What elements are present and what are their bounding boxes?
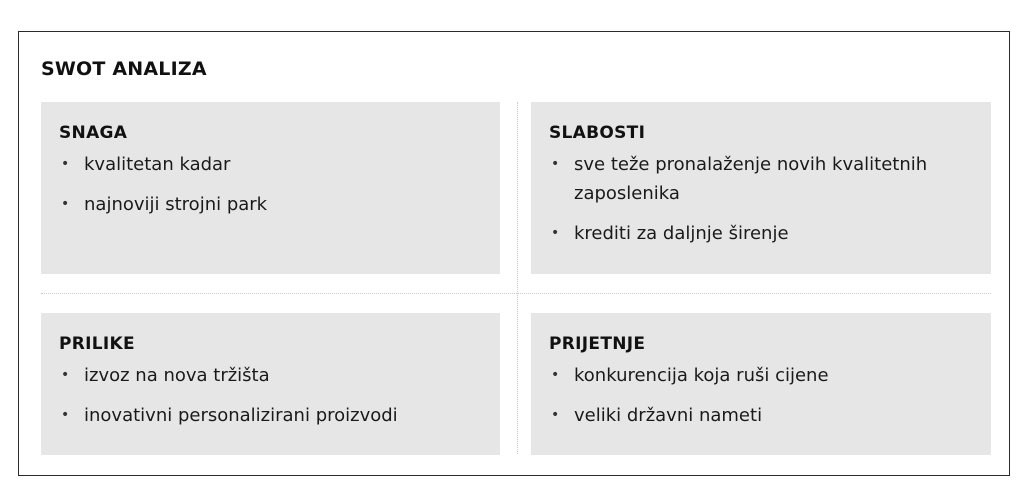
list-item: [549, 361, 973, 390]
list-item: [59, 361, 482, 390]
figure-title: SWOT ANALIZA: [41, 58, 207, 80]
bullet-icon: •: [61, 156, 70, 172]
list-item: [549, 219, 973, 248]
item-list: [59, 361, 482, 430]
item-text: najnoviji strojni park: [84, 194, 268, 215]
list-item: [59, 150, 482, 179]
item-text: kvalitetan kadar: [84, 154, 231, 175]
quadrant-heading: SNAGA: [59, 123, 128, 143]
item-text: inovativni personalizirani proizvodi: [84, 405, 398, 426]
quadrant-opportunities: [41, 313, 500, 455]
item-text: krediti za daljnje širenje: [574, 223, 789, 244]
bullet-icon: •: [61, 196, 70, 212]
quadrant-heading: SLABOSTI: [549, 123, 646, 143]
list-item: [549, 401, 973, 430]
item-text: izvoz na nova tržišta: [84, 365, 270, 386]
bullet-icon: •: [61, 407, 70, 423]
bullet-icon: •: [551, 225, 560, 241]
list-item: [59, 401, 482, 430]
bullet-icon: •: [551, 407, 560, 423]
vertical-divider: [517, 102, 518, 454]
bullet-icon: •: [61, 367, 70, 383]
quadrant-heading: PRILIKE: [59, 334, 135, 354]
list-item: [59, 190, 482, 219]
swot-figure: [18, 31, 1010, 476]
item-text: konkurencija koja ruši cijene: [574, 365, 829, 386]
item-text: sve teže pronalaženje novih kvalitetnih zaposlenika: [574, 154, 928, 204]
quadrant-weaknesses: [531, 102, 991, 274]
item-list: [549, 361, 973, 430]
item-text: veliki državni nameti: [574, 405, 763, 426]
bullet-icon: •: [551, 367, 560, 383]
list-item: [549, 150, 973, 208]
item-list: [549, 150, 973, 248]
quadrant-threats: [531, 313, 991, 455]
quadrant-strengths: [41, 102, 500, 274]
item-list: [59, 150, 482, 219]
horizontal-divider: [41, 293, 991, 294]
quadrant-heading: PRIJETNJE: [549, 334, 646, 354]
bullet-icon: •: [551, 156, 560, 172]
